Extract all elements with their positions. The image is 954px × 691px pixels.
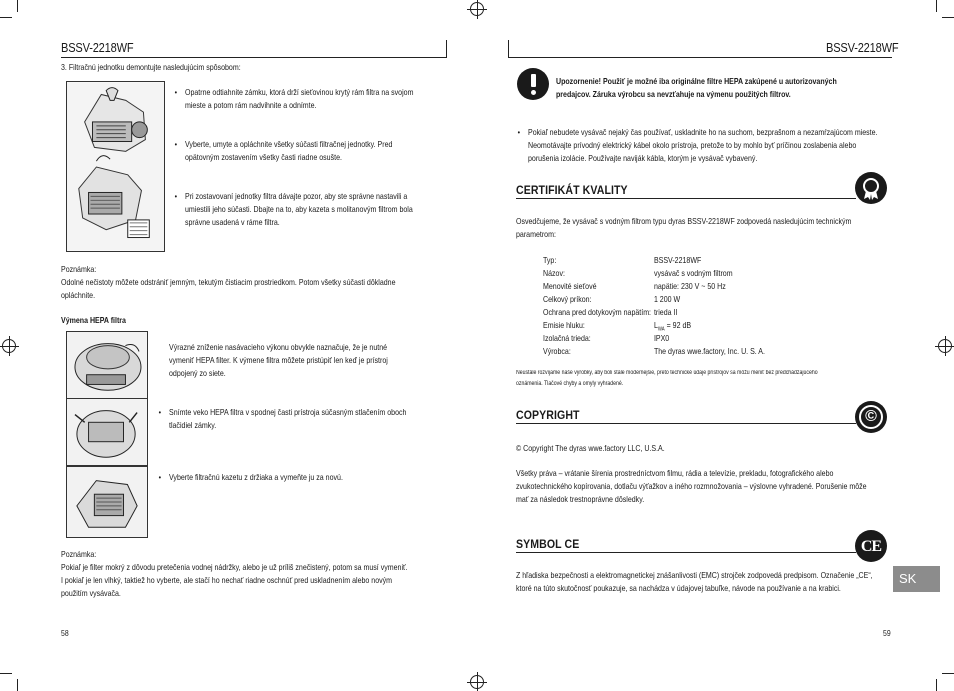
note-2: Poznámka: Pokiaľ je filter mokrý z dôvodu pretečenia vodnej nádržky, alebo je už príliš znečistený, potom sa musí vymeniť. I pokiaľ je len vlhký, taktiež ho vyberte, ale stačí ho nechať riadne oschnúť pred uskladnením alebo novým použitím vysávača. <box>61 548 457 600</box>
step-bullet-3: • Pri zostavovaní jednotky filtra dávajte pozor, aby ste správne nastavili a umiestili jeho súčasti. Dbajte na to, aby kazeta s molitanovým filtrom bola správne usadená v ráme filtra. <box>174 192 413 227</box>
step-heading: 3. Filtračnú jednotku demontujte nasledujúcim spôsobom: <box>61 63 241 72</box>
registration-mark-bottom <box>470 675 484 689</box>
left-model-header: BSSV-2218WF <box>61 40 134 55</box>
spec-label: Menovité sieťové <box>543 282 597 291</box>
note-2-title: Poznámka: <box>61 550 97 559</box>
spec-label: Emisie hluku: <box>543 321 585 330</box>
spec-value: trieda II <box>653 308 678 317</box>
cert-rule <box>516 198 856 199</box>
registration-mark-right <box>938 339 952 353</box>
right-model-header: BSSV-2218WF <box>826 40 899 55</box>
spec-row <box>543 254 801 267</box>
spec-value: BSSV-2218WF <box>653 256 702 265</box>
spec-label: Názov: <box>543 269 565 278</box>
left-page-number: 58 <box>61 629 69 638</box>
cert-intro: Osvedčujeme, že vysávač s vodným filtrom typu dyras BSSV-2218WF zodpovedá nasledujúcim technickým parametrom: <box>516 217 852 239</box>
storage-bullet: • Pokiaľ nebudete vysávač nejaký čas používať, uskladnite ho na suchom, bezprašnom a nezamŕzajúcom mieste. Neomotávajte prívodný elektrický kábel okolo prístroja, pretože to by mohlo byť príčinou zoslabenia alebo porušenia izolácie. Používajte naviják kábla, ktorým je vysávač vybavený. <box>517 128 878 163</box>
spec-value: $L_{WA} = 92$ dB <box>653 321 692 333</box>
copyright-text: Všetky práva – vrátanie šírenia prostredníctvom filmu, rádia a televízie, prekladu, fotografického alebo zvukotechnického kopírovania, dotlaču výťažkov a iného rozmnožovania – výslovne vyhradené. Porušenie môže mať za následok trestnoprávne dôsledky. <box>516 469 867 504</box>
right-header-rule <box>508 57 892 58</box>
spec-label: Typ: <box>543 256 557 265</box>
spec-row <box>543 267 801 280</box>
registration-mark-top <box>470 2 484 16</box>
copyright-line: © Copyright The dyras wwe.factory LLC, U.S.A. <box>516 444 665 453</box>
warning-icon <box>517 68 549 100</box>
spec-row <box>543 332 801 345</box>
spec-row <box>543 306 801 319</box>
step-bullet-2: • Vyberte, umyte a opláchnite všetky súčasti filtračnej jednotky. Pred opätovným zostavením všetky časti riadne osušte. <box>174 140 393 162</box>
left-header-tick <box>446 40 447 57</box>
hepa-illustration-3 <box>66 466 148 538</box>
hepa-illustration-2 <box>66 398 148 466</box>
hepa-intro: Výrazné zníženie nasávacieho výkonu obvykle naznačuje, že je nutné vymeniť HEPA filter. K výmene filtra môžete pristúpiť len keď je prístroj odpojený zo siete. <box>169 343 388 378</box>
spec-value: vysávač s vodným filtrom <box>653 269 733 278</box>
right-page-number: 59 <box>883 629 891 638</box>
spec-value: The dyras wwe.factory, Inc. U. S. A. <box>653 347 765 356</box>
copyright-title: COPYRIGHT <box>516 408 580 422</box>
ce-title: SYMBOL CE <box>516 537 580 551</box>
registration-mark-left <box>2 339 16 353</box>
cert-title: CERTIFIKÁT KVALITY <box>516 183 628 197</box>
left-header-rule <box>61 57 447 58</box>
warning-text: Upozornenie! Použiť je možné iba originálne filtre HEPA zakúpené u autorizovaných predajcov. Záruka výrobcu sa nevzťahuje na výmenu použitých filtrov. <box>556 77 837 99</box>
spec-label: Celkový príkon: <box>543 295 592 304</box>
note-1: Poznámka: Odolné nečistoty môžete odstrániť jemným, tekutým čistiacim prostriedkom. Potom všetky súčasti dôkladne opláchnite. <box>61 263 448 302</box>
copyright-icon: © <box>855 401 887 433</box>
hepa-bullet-2: • Vyberte filtračnú kazetu z držiaka a vymeňte ju za novú. <box>158 473 343 482</box>
spec-row <box>543 319 801 332</box>
ce-text: Z hľadiska bezpečnosti a elektromagnetickej znášanlivosti (EMC) strojček zodpovedá predpisom. Označenie „CE“, ktoré na túto skutočnosť poukazuje, sa nachádza v údajovej tabuľke, návode na používanie a na krabici. <box>516 571 873 593</box>
note-1-title: Poznámka: <box>61 265 97 274</box>
hepa-bullet-1: • Snímte veko HEPA filtra v spodnej časti prístroja súčasným stlačením oboch tlačidiel zámky. <box>158 408 407 430</box>
ce-mark-icon: CE <box>855 530 887 562</box>
spec-label: Výrobca: <box>543 347 571 356</box>
right-header-tick <box>508 40 509 57</box>
hepa-title: Výmena HEPA filtra <box>61 316 126 325</box>
ce-rule <box>516 552 856 553</box>
spec-value: IPX0 <box>653 334 670 343</box>
fine-print: Neustále rozvíjame naše výrobky, aby boli stále modernejšie, preto technické údaje prístrojov sa môžu meniť bez predchádzajúceho oznámenia. Tlačové chyby a omyly vyhradené. <box>516 370 818 387</box>
spec-label: Ochrana pred dotykovým napätím: <box>543 308 652 317</box>
spec-row <box>543 345 801 358</box>
spec-value: 1 200 W <box>653 295 681 304</box>
hepa-illustration-1 <box>66 331 148 400</box>
spec-row <box>543 280 801 293</box>
filter-unit-illustration <box>66 81 165 252</box>
copyright-rule <box>516 423 856 424</box>
quality-badge-icon <box>855 172 887 204</box>
spec-label: Izolačná trieda: <box>543 334 591 343</box>
step-bullet-1: • Opatrne odtiahnite zámku, ktorá drží sieťovinou krytý rám filtra na svojom mieste a potom rám nadvihnite a odnímte. <box>174 88 414 110</box>
spec-value: napätie: 230 V ~ 50 Hz <box>653 282 726 291</box>
language-tab: SK <box>893 566 940 592</box>
spec-row <box>543 293 801 306</box>
